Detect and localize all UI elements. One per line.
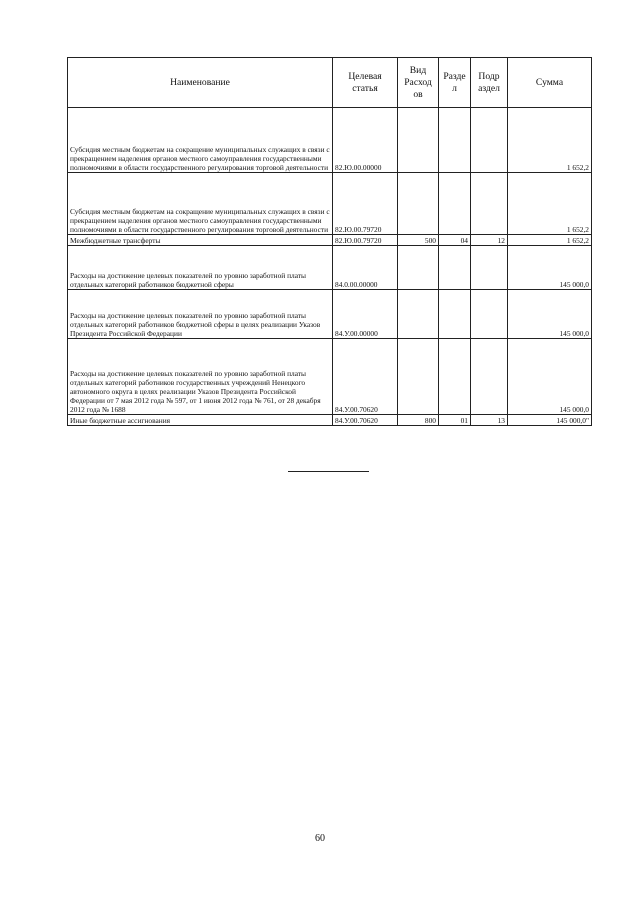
row-name: Субсидия местным бюджетам на сокращение муниципальных служащих в связи с прекращением наделения органов местного самоуправления государственными полномочиями в области государственного регулирования торговой деятельности (68, 108, 333, 173)
table-row (68, 108, 592, 173)
row-article: 82.Ю.00.00000 (333, 108, 398, 173)
row-name: Расходы на достижение целевых показателей по уровню заработной платы отдельных категорий работников бюджетной сферы (68, 246, 333, 290)
header-article (333, 58, 398, 108)
row-article: 84.У.00.00000 (333, 290, 398, 339)
row-amount: 1 652,2 (508, 108, 592, 173)
row-type (398, 339, 439, 415)
row-section (439, 339, 471, 415)
table-row (68, 290, 592, 339)
row-subsection (471, 246, 508, 290)
table-row (68, 235, 592, 246)
row-name: Иные бюджетные ассигнования (68, 415, 333, 426)
row-type (398, 108, 439, 173)
row-section: 04 (439, 235, 471, 246)
row-type (398, 290, 439, 339)
row-subsection: 13 (471, 415, 508, 426)
row-article: 82.Ю.00.79720 (333, 173, 398, 235)
header-section-line2: л (452, 82, 457, 94)
row-amount: 1 652,2 (508, 235, 592, 246)
row-type (398, 173, 439, 235)
row-section (439, 108, 471, 173)
row-article: 84.У.00.70620 (333, 415, 398, 426)
row-amount: 145 000,0" (508, 415, 592, 426)
table-row (68, 173, 592, 235)
header-subsection (471, 58, 508, 108)
header-type-line2: Расход (404, 76, 432, 88)
header-section-line1: Разде (443, 70, 466, 82)
header-type-line3: ов (413, 88, 423, 100)
header-article-line2: статья (352, 82, 378, 94)
row-name: Расходы на достижение целевых показателей по уровню заработной платы отдельных категорий работников бюджетной сферы в целях реализации Указов Президента Российской Федерации (68, 290, 333, 339)
row-amount: 1 652,2 (508, 173, 592, 235)
row-article: 84.0.00.00000 (333, 246, 398, 290)
row-name: Межбюджетные трансферты (68, 235, 333, 246)
header-amount: Сумма (508, 58, 592, 108)
budget-table (67, 57, 592, 426)
table-row (68, 339, 592, 415)
row-section (439, 173, 471, 235)
row-type: 800 (398, 415, 439, 426)
end-rule-divider (288, 471, 369, 472)
row-type (398, 246, 439, 290)
header-section (439, 58, 471, 108)
row-subsection (471, 173, 508, 235)
row-name: Расходы на достижение целевых показателей по уровню заработной платы отдельных категорий работников государственных учреждений Ненецкого автономного округа в целях реализации Указов Президента Российской Федерации от 7 мая 2012 года № 597, от 1 июня 2012 года № 761, от 28 декабря 2012 года № 1688 (68, 339, 333, 415)
header-subsection-line2: аздел (478, 82, 500, 94)
header-article-line1: Целевая (348, 70, 382, 82)
header-type (398, 58, 439, 108)
row-amount: 145 000,0 (508, 246, 592, 290)
table-header-row (68, 58, 592, 108)
header-type-line1: Вид (409, 64, 427, 76)
row-amount: 145 000,0 (508, 290, 592, 339)
row-subsection: 12 (471, 235, 508, 246)
header-name: Наименование (68, 58, 333, 108)
header-subsection-line1: Подр (478, 70, 500, 82)
row-article: 82.Ю.00.79720 (333, 235, 398, 246)
page-number: 60 (315, 833, 325, 844)
row-subsection (471, 339, 508, 415)
row-subsection (471, 290, 508, 339)
row-section (439, 246, 471, 290)
row-type: 500 (398, 235, 439, 246)
row-amount: 145 000,0 (508, 339, 592, 415)
table-row (68, 415, 592, 426)
row-section: 01 (439, 415, 471, 426)
row-subsection (471, 108, 508, 173)
row-name: Субсидия местным бюджетам на сокращение муниципальных служащих в связи с прекращением наделения органов местного самоуправления государственными полномочиями в области государственного регулирования торговой деятельности (68, 173, 333, 235)
table-row (68, 246, 592, 290)
row-article: 84.У.00.70620 (333, 339, 398, 415)
row-section (439, 290, 471, 339)
